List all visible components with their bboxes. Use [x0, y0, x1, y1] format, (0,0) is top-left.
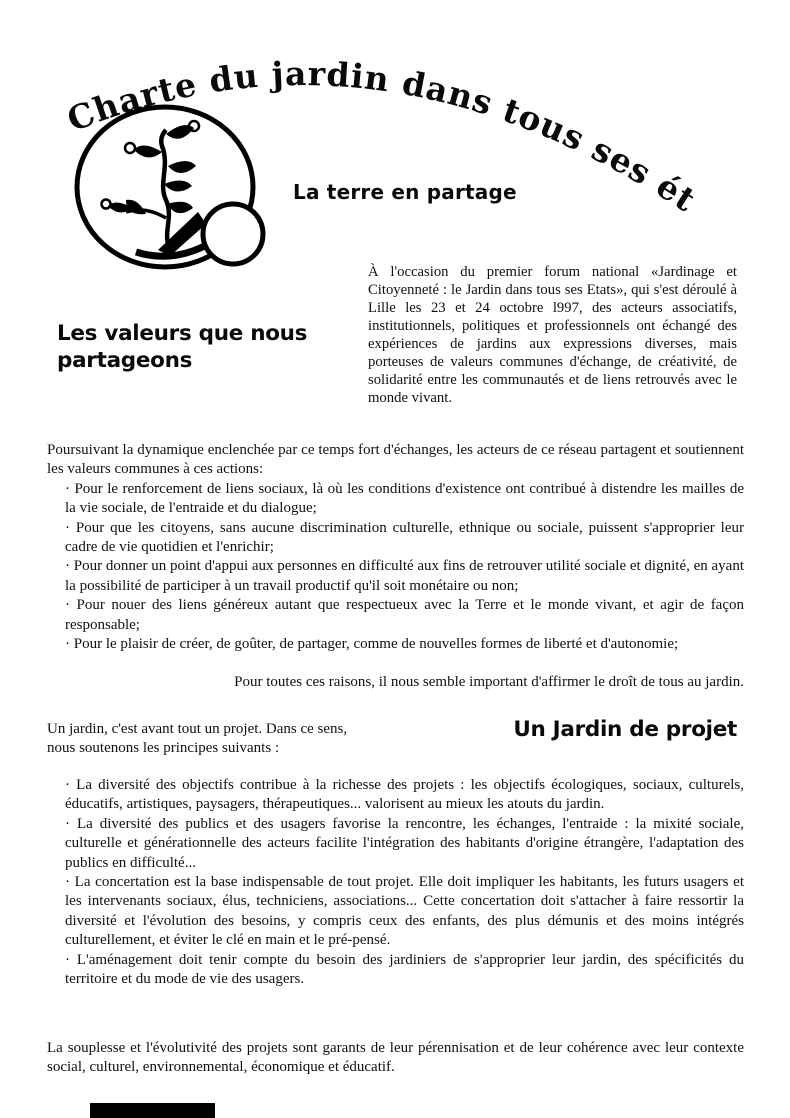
garden-plant-logo-icon — [70, 100, 270, 275]
closing-paragraph-block — [47, 1039, 744, 1078]
tagline: La terre en partage — [293, 180, 517, 204]
values-intro-paragraph: À l'occasion du premier forum national «Jardinage et Citoyenneté : le Jardin dans tous ses Etats», qui s'est déroulé à Lille les 23 et 24 octobre l997, des acteurs associatifs, institutionnels, politiques et professionnels ont échangé des expériences de jardins aux expressions diverses, mais porteuses de valeurs communes d'échange, de créativité, de solidarité entre les communautés et de liens retrouvés avec le monde vivant. — [368, 264, 737, 406]
footer-black-bar — [90, 1103, 215, 1118]
values-lead-paragraph: Poursuivant la dynamique enclenchée par ce temps fort d'échanges, les acteurs de ce réseau partagent et soutiennent les valeurs communes à ces actions: — [47, 442, 744, 478]
values-bullet-3: · Pour donner un point d'appui aux personnes en difficulté aux fins de retrouver utilité sociale et dignité, en ayant la possibilité de participer à un travail productif qu'il soit monétaire ou non; — [65, 558, 744, 594]
values-bullet-4: · Pour nouer des liens généreux autant que respectueux avec la Terre et le monde vivant, et agir de façon responsable; — [65, 597, 744, 633]
project-intro-line-2: nous soutenons les principes suivants : — [47, 740, 280, 757]
project-bullet-2: · La diversité des publics et des usagers favorise la rencontre, les échanges, l'entraide : la mixité sociale, culturelle et générationnelle des acteurs facilite l'intégration des habitants d'origine étrangère, l'adaptation des publics en difficulté... — [65, 815, 744, 871]
arc-title-text: Charte du jardin dans tous ses états — [33, 19, 704, 220]
project-bullet-1: · La diversité des objectifs contribue à la richesse des projets : les objectifs écologiques, sociaux, culturels, éducatifs, artistiques, paysagers, thérapeutiques... valorisent au mieux les atouts du jardin. — [65, 777, 744, 813]
project-intro-line-1: Un jardin, c'est avant tout un projet. Dans ce sens, — [47, 721, 348, 737]
project-bullet-4: · L'aménagement doit tenir compte du besoin des jardiniers de s'approprier leur jardin, des spécificités du territoire et du mode de vie des usagers. — [65, 951, 744, 988]
values-bullet-5: · Pour le plaisir de créer, de goûter, de partager, comme de nouvelles formes de liberté et d'autonomie; — [65, 636, 679, 653]
values-bullet-1: · Pour le renforcement de liens sociaux, là où les conditions d'existence ont contribué à distendre les mailles de la vie sociale, de l'entraide et du dialogue; — [65, 480, 744, 517]
project-closing-paragraph: La souplesse et l'évolutivité des projets sont garants de leur pérennisation et de leur cohérence avec leur contexte social, culturel, environnemental, économique et éducatif. — [47, 1040, 744, 1076]
project-bullet-3: · La concertation est la base indispensable de tout projet. Elle doit impliquer les habitants, les futurs usagers et les intervenants sociaux, élus, techniciens, associations... Cette concertation doit s'attacher à faire ressortir la diversité et l'évolution des besoins, y compris ceux des enfants, des plus démunis et des moins intégrés culturellement, et éviter le clé en main et le pré-pensé. — [65, 874, 744, 949]
values-bullet-2: · Pour que les citoyens, sans aucune discrimination culturelle, ethnique ou sociale, puissent s'approprier leur cadre de vie quotidien et l'enrichir; — [65, 519, 744, 556]
project-section-heading: Un Jardin de projet — [513, 717, 737, 742]
project-intro-lines — [47, 720, 347, 759]
values-conclusion: Pour toutes ces raisons, il nous semble important d'affirmer le droît de tous au jardin. — [234, 674, 744, 691]
project-body — [47, 776, 744, 989]
values-body — [47, 441, 744, 693]
project-section-header — [47, 717, 744, 759]
values-section-heading: Les valeurs que nous partageons — [57, 321, 308, 373]
